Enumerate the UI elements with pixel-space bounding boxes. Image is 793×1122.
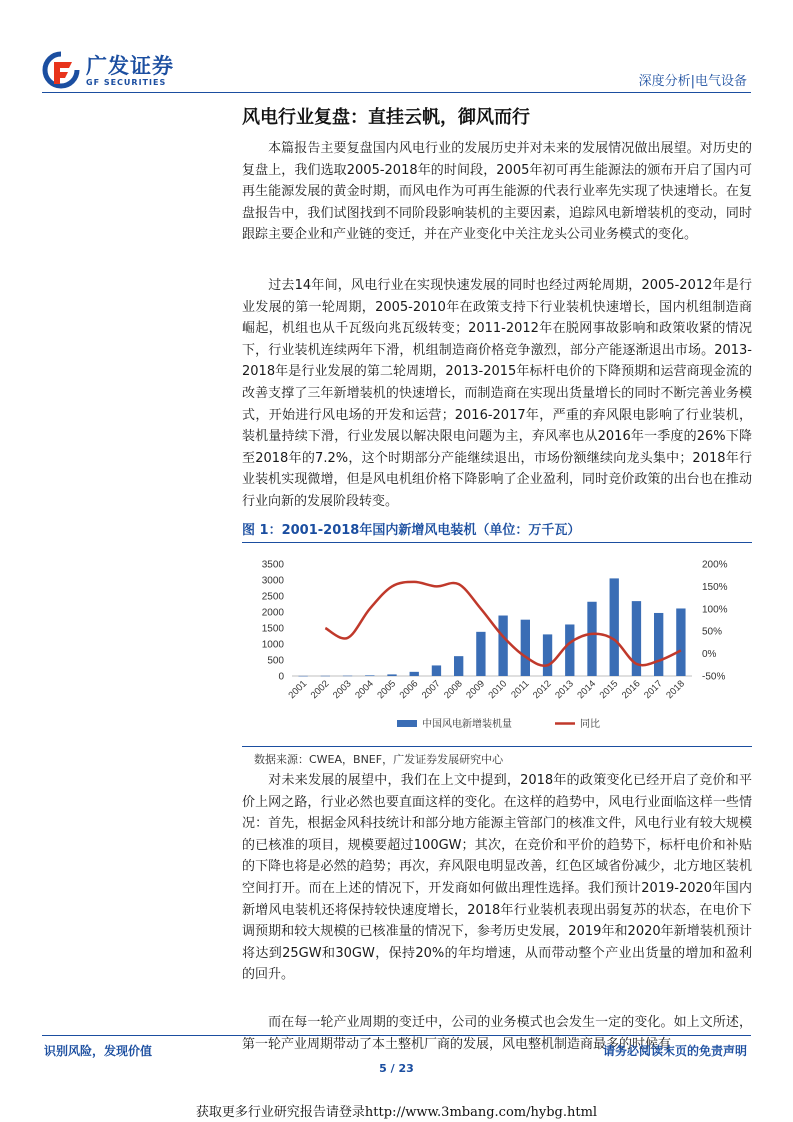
legend-bar-swatch [397, 720, 417, 727]
bottom-note: 获取更多行业研究报告请登录http://www.3mbang.com/hybg.html [195, 1105, 598, 1120]
paragraph-2 [242, 275, 752, 513]
paragraph-1-text: 本篇报告主要复盘国内风电行业的发展历史并对未来的发展情况做出展望。对历史的复盘上，我们选取2005-2018年的时间段，2005年初可再生能源法的颁布开启了国内可再生能源发展的黄金时期，而风电作为可再生能源的代表行业率先实现了快速增长。在复盘报告中，我们试图找到不同阶段影响装机的主要因素，追踪风电新增装机的变动，同时跟踪主要企业和产业链的变迁，并在产业变化中关注龙头公司业务模式的变化。 [242, 141, 752, 243]
x-tick-label: 2003 [330, 678, 354, 702]
bar [498, 616, 507, 676]
y-left-tick-label: 1000 [261, 639, 284, 651]
gf-logo-icon [42, 52, 80, 88]
y-left-tick-label: 1500 [261, 623, 284, 635]
legend-line-label: 同比 [580, 719, 600, 730]
y-left-tick-label: 500 [267, 655, 284, 667]
page-number: 5 / 23 [379, 1062, 414, 1075]
bar [610, 578, 619, 676]
bar [410, 672, 419, 676]
legend-bar-label: 中国风电新增装机量 [422, 719, 512, 730]
y-left-tick-label: 3000 [261, 575, 284, 587]
bar [343, 676, 352, 677]
paragraph-3-text: 对未来发展的展望中，我们在上文中提到，2018年的政策变化已经开启了竞价和平价上网之路，行业必然也要直面这样的变化。在这样的趋势中，风电行业面临这样一些情况：首先，根据金风科技统计和部分地方能源主管部门的核准文件，风电行业有较大规模的已核准的项目，规模要超过100GW；其次，在竞价和平价的趋势下，标杆电价和补贴的下降也将是必然的趋势；再次，弃风限电明显改善，红色区域省份减少，北方地区装机空间打开。而在上述的情况下，开发商如何做出理性选择。我们预计2019-2020年国内新增风电装机还将保持较快速度增长，2018年行业装机表现出弱复苏的状态，在电价下调预期和较大规模的已核准量的情况下，参考历史发展，2019年和2020年新增装机预计将达到25GW和30GW，保持20%的年均增速，从而带动整个产业出货量的增加和盈利的回升。 [242, 773, 752, 983]
y-right-tick-label: 0% [702, 649, 717, 661]
y-right-tick-label: 100% [702, 604, 728, 616]
bar [565, 624, 574, 676]
wind-capacity-chart [242, 544, 752, 744]
paragraph-4-text: 而在每一轮产业周期的变迁中，公司的业务模式也会发生一定的变化。如上文所述，第一轮产业周期带动了本土整机厂商的发展，风电整机制造商最多的时候有 [242, 1015, 752, 1052]
figure-source: 数据来源：CWEA，BNEF，广发证券发展研究中心 [254, 753, 504, 766]
figure-caption: 图 1：2001-2018年国内新增风电装机（单位：万千瓦） [242, 523, 581, 538]
y-left-tick-label: 0 [278, 671, 284, 683]
y-left-tick-label: 2000 [261, 607, 284, 619]
y-right-tick-label: 50% [702, 626, 723, 638]
y-right-tick-label: 200% [702, 559, 728, 571]
report-category: 深度分析|电气设备 [638, 74, 747, 89]
x-tick-label: 2004 [353, 678, 376, 702]
footer-divider [42, 1035, 751, 1036]
figure-bottom-rule [242, 746, 752, 747]
company-logo [42, 48, 192, 94]
y-right-tick-label: 150% [702, 581, 728, 593]
x-tick-label: 2016 [619, 678, 643, 702]
x-tick-label: 2006 [397, 678, 421, 702]
section-title: 风电行业复盘：直挂云帆，御风而行 [242, 107, 530, 128]
bar [365, 675, 374, 676]
y-left-tick-label: 2500 [261, 591, 284, 603]
x-tick-label: 2014 [575, 678, 599, 702]
bar [432, 665, 441, 676]
x-tick-label: 2018 [664, 678, 688, 702]
x-tick-label: 2008 [442, 678, 465, 702]
bar [587, 602, 596, 676]
bar [387, 674, 396, 676]
x-tick-label: 2007 [419, 678, 443, 702]
logo-text-cn: 广发证券 [86, 54, 174, 78]
footer-slogan: 识别风险，发现价值 [44, 1044, 153, 1058]
bar [676, 608, 685, 676]
bar [321, 676, 330, 677]
paragraph-3 [242, 770, 752, 986]
x-tick-label: 2012 [530, 678, 554, 702]
x-tick-label: 2010 [486, 678, 510, 702]
logo-text-en: GF SECURITIES [86, 78, 167, 87]
footer-disclaimer: 请务必阅读末页的免责声明 [602, 1044, 747, 1058]
paragraph-1 [242, 138, 752, 246]
header-divider [42, 92, 751, 93]
bar [454, 656, 463, 676]
figure-top-rule [242, 542, 752, 543]
x-tick-label: 2011 [509, 678, 532, 701]
x-tick-label: 2001 [286, 678, 310, 702]
y-left-tick-label: 3500 [261, 559, 284, 571]
x-tick-label: 2002 [308, 678, 332, 702]
x-tick-label: 2017 [642, 678, 665, 702]
bar [543, 634, 552, 676]
x-tick-label: 2005 [375, 678, 399, 702]
paragraph-2-text: 过去14年间，风电行业在实现快速发展的同时也经过两轮周期，2005-2012年是行业发展的第一轮周期，2005-2010年在政策支持下行业装机快速增长，国内机组制造商崛起，机组也从千瓦级向兆瓦级转变；2011-2012年在脱网事故影响和政策收紧的情况下，行业装机连续两年下滑，机组制造商价格竞争激烈，部分产能逐渐退出市场。2013-2018年是行业发展的第二轮周期，2013-2015年标杆电价的下降预期和运营商现金流的改善支撑了三年新增装机的快速增长，而制造商在实现出货量增长的同时不断完善业务模式，开始进行风电场的开发和运营；2016-2017年，严重的弃风限电影响了行业装机，装机量持续下滑，行业发展以解决限电问题为主，弃风率也从2016年一季度的26%下降至2018年的7.2%，这个时期部分产能继续退出，市场份额继续向龙头集中；2018年行业装机实现微增，但是风电机组价格下降影响了企业盈利，同时竞价政策的出台也在推动行业向新的发展阶段转变。 [242, 278, 752, 509]
bar [298, 676, 307, 677]
bar [654, 613, 663, 676]
bar [521, 620, 530, 676]
x-tick-label: 2013 [553, 678, 576, 702]
x-tick-label: 2015 [597, 678, 621, 702]
x-tick-label: 2009 [464, 678, 488, 702]
y-right-tick-label: -50% [702, 671, 726, 683]
bar [476, 632, 485, 676]
